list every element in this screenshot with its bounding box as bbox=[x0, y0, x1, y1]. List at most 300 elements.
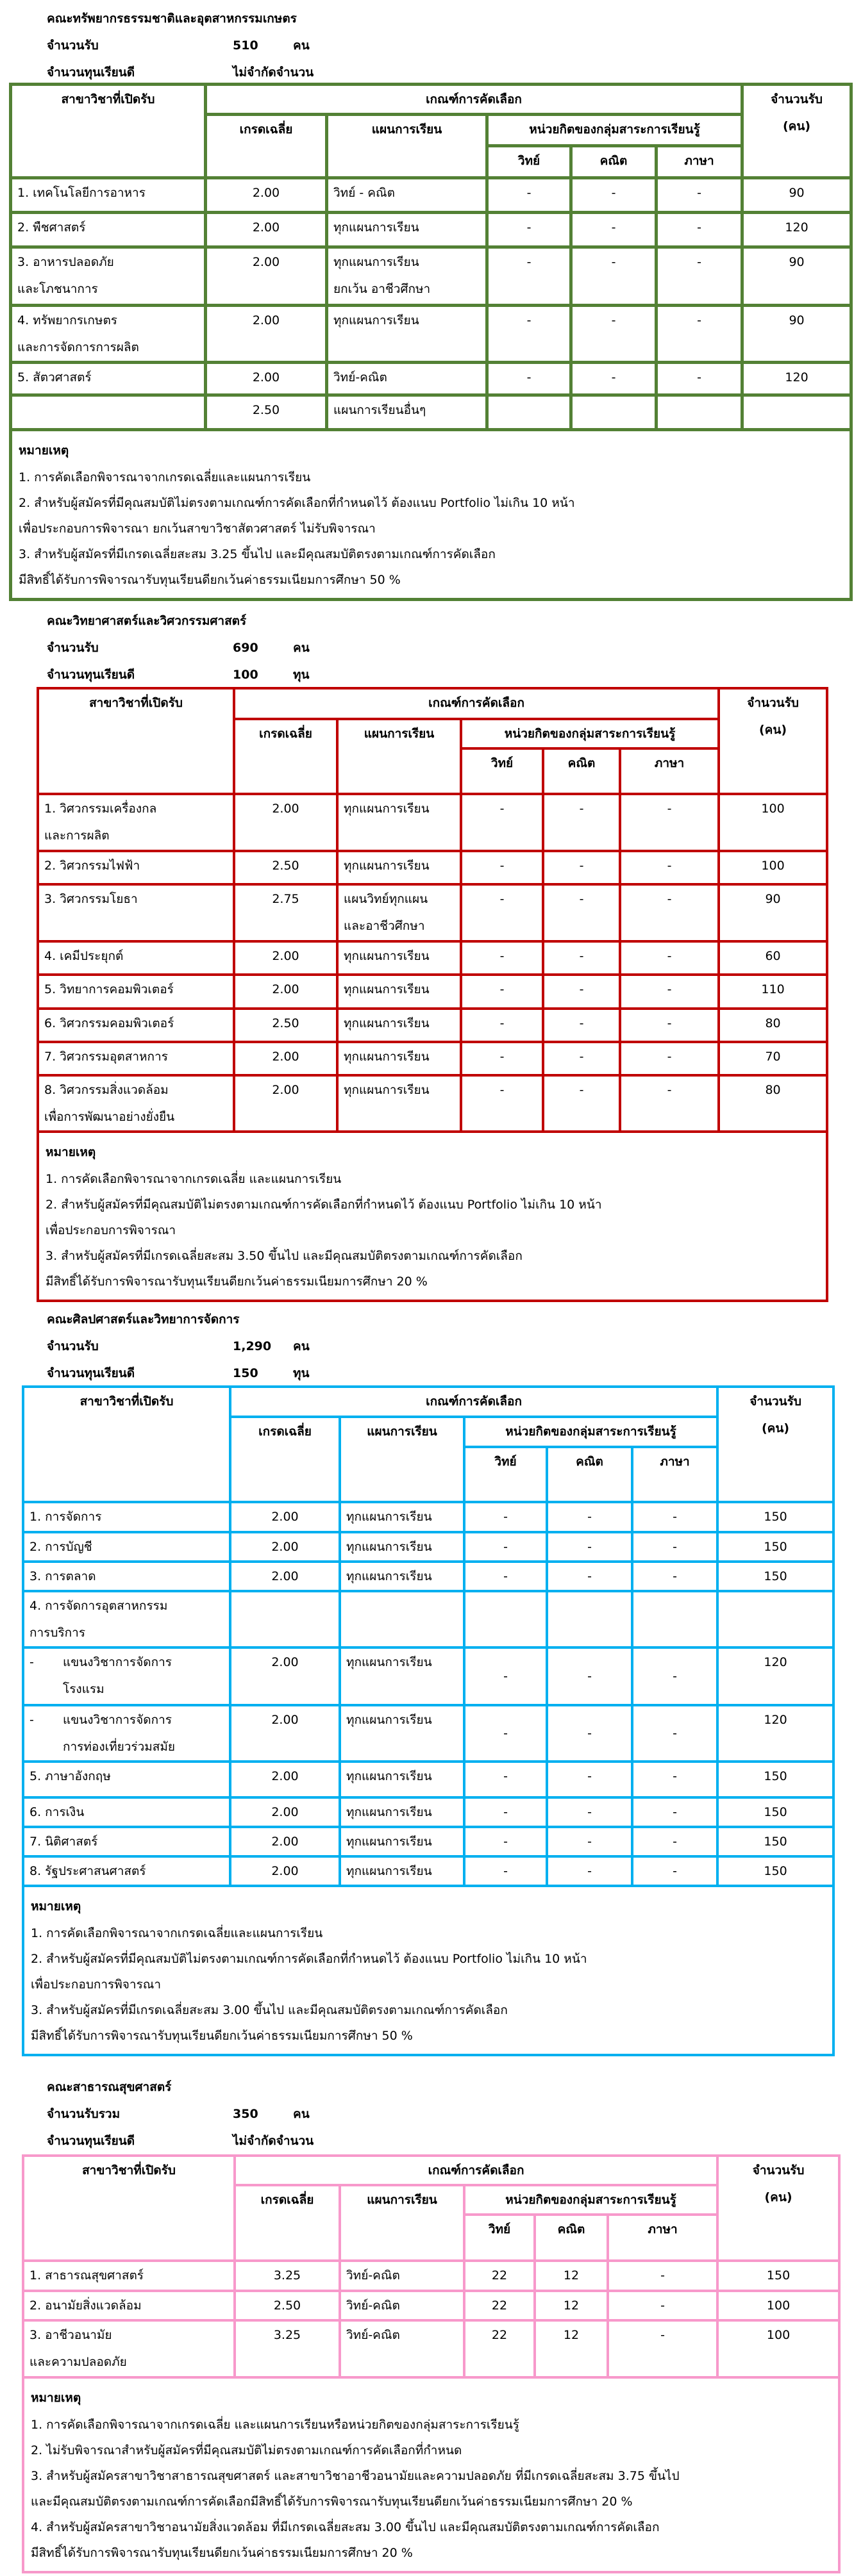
header-major: สาขาวิชาที่เปิดรับ bbox=[23, 1387, 230, 1502]
gpa-cell: 2.00 bbox=[230, 1762, 340, 1797]
sci-credits-cell: - bbox=[464, 1532, 547, 1562]
header-gpa: เกรดเฉลี่ย bbox=[206, 115, 327, 178]
note-line: มีสิทธิ์ได้รับการพิจารณารับทุนเรียนดียกเว้นค่าธรรมเนียมการศึกษา 20 % bbox=[31, 2546, 413, 2560]
plan-line: วิทย์-คณิต bbox=[346, 2299, 400, 2313]
quota-summary-label: จำนวนรับ bbox=[47, 1339, 99, 1353]
sci-credits-cell: - bbox=[487, 247, 571, 306]
major-name-line: 3. วิศวกรรมโยธา bbox=[44, 892, 138, 906]
major-name-line: เพื่อการพัฒนาอย่างยั่งยืน bbox=[44, 1110, 175, 1124]
major-name bbox=[23, 2261, 235, 2291]
plan-line: ทุกแผนการเรียน bbox=[346, 1835, 432, 1849]
lang-credits-cell: - bbox=[632, 1532, 717, 1562]
math-credits-cell: 12 bbox=[535, 2261, 608, 2291]
quota-cell: 150 bbox=[717, 1856, 833, 1886]
lang-credits-cell: - bbox=[608, 2261, 717, 2291]
faculty-title: คณะวิทยาศาสตร์และวิศวกรรมศาสตร์ bbox=[47, 614, 247, 628]
sci-credits-cell: - bbox=[461, 975, 543, 1009]
plan-cell bbox=[340, 1856, 464, 1886]
major-name-line: การบริการ bbox=[29, 1626, 86, 1640]
scholarship-summary-label: จำนวนทุนเรียนดี bbox=[47, 2134, 135, 2148]
quota-cell: 150 bbox=[717, 1762, 833, 1797]
lang-credits-cell: - bbox=[620, 1042, 719, 1075]
table-row bbox=[11, 395, 851, 430]
lang-credits-cell: - bbox=[620, 794, 719, 851]
quota-cell: 150 bbox=[717, 2261, 839, 2291]
major-name-line: และการจัดการการผลิต bbox=[17, 340, 139, 354]
lang-credits-cell: - bbox=[608, 2320, 717, 2377]
quota-cell: 100 bbox=[717, 2291, 839, 2320]
major-name-line: และการผลิต bbox=[44, 829, 110, 843]
header-plan: แผนการเรียน bbox=[340, 2185, 464, 2261]
plan-cell bbox=[340, 1762, 464, 1797]
header-quota-unit: (คน) bbox=[762, 1421, 790, 1435]
note-line: 1. การคัดเลือกพิจารณาจากเกรดเฉลี่ย และแผนการเรียน bbox=[46, 1172, 342, 1186]
faculty-header bbox=[47, 1306, 624, 1387]
quota-cell: 100 bbox=[719, 794, 827, 851]
gpa-cell: 2.50 bbox=[234, 1009, 337, 1042]
major-name bbox=[38, 1075, 234, 1132]
header-language: ภาษา bbox=[620, 748, 719, 794]
plan-cell bbox=[327, 363, 487, 395]
notes-heading: หมายเหตุ bbox=[19, 443, 69, 458]
sci-credits-cell: - bbox=[461, 1042, 543, 1075]
header-quota bbox=[717, 1387, 833, 1502]
gpa-cell: 2.00 bbox=[206, 178, 327, 213]
notes-heading: หมายเหตุ bbox=[46, 1145, 96, 1159]
gpa-cell: 2.00 bbox=[230, 1502, 340, 1532]
plan-line: ทุกแผนการเรียน bbox=[346, 1569, 432, 1583]
notes-row bbox=[23, 2377, 839, 2572]
sci-credits-cell: - bbox=[464, 1502, 547, 1532]
lang-credits-cell: - bbox=[657, 306, 742, 363]
faculty-header bbox=[47, 607, 624, 688]
major-name-line: 6. การเงิน bbox=[29, 1805, 85, 1819]
math-credits-cell: - bbox=[571, 247, 657, 306]
quota-cell: 120 bbox=[742, 363, 851, 395]
major-name-line: 1. การจัดการ bbox=[29, 1510, 102, 1524]
plan-cell bbox=[337, 1042, 461, 1075]
math-credits-cell bbox=[571, 395, 657, 430]
quota-cell: 120 bbox=[717, 1705, 833, 1762]
note-line: 2. สำหรับผู้สมัครที่มีคุณสมบัติไม่ตรงตามเกณฑ์การคัดเลือกที่กำหนดไว้ ต้องแนบ Portfolio ไม่เกิน 10 หน้า bbox=[19, 496, 575, 510]
notes-row bbox=[11, 430, 851, 600]
major-name bbox=[23, 1705, 230, 1762]
header-major: สาขาวิชาที่เปิดรับ bbox=[23, 2156, 235, 2261]
scholarship-summary-label: จำนวนทุนเรียนดี bbox=[47, 668, 135, 682]
header-plan: แผนการเรียน bbox=[327, 115, 487, 178]
math-credits-cell: 12 bbox=[535, 2291, 608, 2320]
lang-credits-cell bbox=[657, 395, 742, 430]
math-credits-cell: - bbox=[543, 884, 620, 941]
plan-cell bbox=[337, 851, 461, 884]
plan-cell bbox=[337, 1075, 461, 1132]
scholarship-summary-value: ไม่จำกัดจำนวน bbox=[233, 2134, 314, 2148]
gpa-cell: 2.00 bbox=[230, 1797, 340, 1827]
major-name bbox=[23, 2320, 235, 2377]
major-name-line: 3. การตลาด bbox=[29, 1569, 96, 1583]
table-row bbox=[23, 1532, 833, 1562]
table-row bbox=[11, 363, 851, 395]
major-name-line: และความปลอดภัย bbox=[29, 2355, 127, 2369]
plan-cell bbox=[340, 1647, 464, 1705]
plan-line: ทุกแผนการเรียน bbox=[346, 1510, 432, 1524]
math-credits-cell: - bbox=[547, 1502, 632, 1532]
quota-cell: 150 bbox=[717, 1827, 833, 1856]
math-credits-cell: - bbox=[543, 1042, 620, 1075]
major-name-line: แขนงวิชาการจัดการ bbox=[63, 1713, 172, 1727]
notes-row bbox=[38, 1132, 827, 1301]
lang-credits-cell: - bbox=[608, 2291, 717, 2320]
plan-cell bbox=[340, 1502, 464, 1532]
notes-cell bbox=[38, 1132, 827, 1301]
quota-cell: 90 bbox=[719, 884, 827, 941]
major-name bbox=[38, 1009, 234, 1042]
major-name bbox=[23, 1827, 230, 1856]
header-math: คณิต bbox=[543, 748, 620, 794]
table-row bbox=[23, 2261, 839, 2291]
major-name bbox=[23, 1562, 230, 1591]
major-name-line: 1. วิศวกรรมเครื่องกล bbox=[44, 802, 157, 816]
table-row bbox=[38, 884, 827, 941]
quota-cell: 100 bbox=[717, 2320, 839, 2377]
scholarship-summary-label: จำนวนทุนเรียนดี bbox=[47, 1366, 135, 1380]
major-name bbox=[38, 941, 234, 975]
plan-cell bbox=[337, 1009, 461, 1042]
sci-credits-cell: 22 bbox=[464, 2320, 535, 2377]
plan-cell bbox=[337, 884, 461, 941]
header-quota bbox=[717, 2156, 839, 2261]
major-name-line: การท่องเที่ยวร่วมสมัย bbox=[63, 1740, 176, 1754]
gpa-cell: 2.75 bbox=[234, 884, 337, 941]
math-credits-cell: - bbox=[571, 213, 657, 247]
quota-summary-unit: คน bbox=[293, 641, 310, 655]
math-credits-cell: 12 bbox=[535, 2320, 608, 2377]
scholarship-summary bbox=[47, 661, 624, 688]
major-name-line: 2. วิศวกรรมไฟฟ้า bbox=[44, 859, 140, 873]
major-name bbox=[11, 247, 206, 306]
math-credits-cell: - bbox=[543, 975, 620, 1009]
major-name-line: 2. การบัญชี bbox=[29, 1540, 92, 1554]
math-credits-cell: - bbox=[543, 1009, 620, 1042]
lang-credits-cell: - bbox=[657, 363, 742, 395]
gpa-cell: 2.00 bbox=[206, 213, 327, 247]
note-line: 2. ไม่รับพิจารณาสำหรับผู้สมัครที่มีคุณสมบัติไม่ตรงตามเกณฑ์การคัดเลือกที่กำหนด bbox=[31, 2443, 462, 2457]
table-row bbox=[23, 1647, 833, 1705]
major-name-line: 4. ทรัพยากรเกษตร bbox=[17, 313, 117, 327]
major-name bbox=[23, 1591, 230, 1647]
plan-cell bbox=[340, 2320, 464, 2377]
quota-cell: 90 bbox=[742, 247, 851, 306]
table-row bbox=[38, 851, 827, 884]
note-line: เพื่อประกอบการพิจารณา bbox=[46, 1223, 176, 1237]
math-credits-cell: - bbox=[547, 1705, 632, 1762]
gpa-cell: 3.25 bbox=[235, 2261, 340, 2291]
major-name bbox=[23, 1856, 230, 1886]
header-credits: หน่วยกิตของกลุ่มสาระการเรียนรู้ bbox=[487, 115, 742, 146]
header-gpa: เกรดเฉลี่ย bbox=[235, 2185, 340, 2261]
header-math: คณิต bbox=[571, 146, 657, 178]
math-credits-cell: - bbox=[547, 1762, 632, 1797]
faculty-title: คณะศิลปศาสตร์และวิทยาการจัดการ bbox=[47, 1312, 240, 1326]
header-credits: หน่วยกิตของกลุ่มสาระการเรียนรู้ bbox=[464, 1417, 717, 1447]
quota-cell: 120 bbox=[717, 1647, 833, 1705]
header-major: สาขาวิชาที่เปิดรับ bbox=[38, 688, 234, 794]
sci-credits-cell: - bbox=[464, 1647, 547, 1705]
plan-line: และอาชีวศึกษา bbox=[344, 919, 425, 933]
note-line: 3. สำหรับผู้สมัครที่มีเกรดเฉลี่ยสะสม 3.50 ขึ้นไป และมีคุณสมบัติตรงตามเกณฑ์การคัดเลือก bbox=[46, 1249, 523, 1263]
sci-credits-cell: - bbox=[487, 213, 571, 247]
header-major: สาขาวิชาที่เปิดรับ bbox=[11, 85, 206, 178]
sci-credits-cell: - bbox=[461, 941, 543, 975]
notes-heading: หมายเหตุ bbox=[31, 2391, 81, 2405]
table-row bbox=[11, 178, 851, 213]
header-row bbox=[23, 1387, 833, 1417]
sci-credits-cell: - bbox=[487, 306, 571, 363]
sci-credits-cell: - bbox=[461, 1009, 543, 1042]
table-row bbox=[38, 975, 827, 1009]
major-name-line: 4. เคมีประยุกต์ bbox=[44, 949, 124, 963]
header-quota-label: จำนวนรับ bbox=[747, 696, 799, 710]
plan-cell bbox=[340, 2291, 464, 2320]
lang-credits-cell: - bbox=[620, 851, 719, 884]
notes-cell bbox=[23, 1886, 833, 2055]
admission-table bbox=[9, 83, 853, 601]
math-credits-cell: - bbox=[543, 794, 620, 851]
lang-credits-cell: - bbox=[657, 247, 742, 306]
plan-line: ทุกแผนการเรียน bbox=[346, 1655, 432, 1669]
major-name-line: แขนงวิชาการจัดการ bbox=[63, 1655, 172, 1669]
plan-line: วิทย์-คณิต bbox=[333, 370, 387, 384]
plan-line: ทุกแผนการเรียน bbox=[333, 255, 419, 269]
lang-credits-cell: - bbox=[632, 1705, 717, 1762]
table-row bbox=[38, 941, 827, 975]
sci-credits-cell: - bbox=[464, 1562, 547, 1591]
plan-cell bbox=[337, 941, 461, 975]
math-credits-cell: - bbox=[571, 306, 657, 363]
notes-cell bbox=[11, 430, 851, 600]
header-criteria: เกณฑ์การคัดเลือก bbox=[206, 85, 742, 115]
quota-summary-value: 510 bbox=[233, 38, 258, 53]
plan-line: วิทย์-คณิต bbox=[346, 2328, 400, 2342]
plan-line: ทุกแผนการเรียน bbox=[346, 1864, 432, 1878]
plan-cell bbox=[327, 395, 487, 430]
gpa-cell: 3.25 bbox=[235, 2320, 340, 2377]
header-gpa: เกรดเฉลี่ย bbox=[234, 719, 337, 794]
plan-line: ทุกแผนการเรียน bbox=[344, 1016, 430, 1030]
header-language: ภาษา bbox=[632, 1447, 717, 1502]
gpa-cell: 2.00 bbox=[234, 794, 337, 851]
header-plan: แผนการเรียน bbox=[340, 1417, 464, 1502]
note-line: มีสิทธิ์ได้รับการพิจารณารับทุนเรียนดียกเว้นค่าธรรมเนียมการศึกษา 20 % bbox=[46, 1275, 428, 1289]
scholarship-summary-label: จำนวนทุนเรียนดี bbox=[47, 65, 135, 79]
plan-cell bbox=[327, 213, 487, 247]
header-math: คณิต bbox=[547, 1447, 632, 1502]
plan-line: วิทย์-คณิต bbox=[346, 2268, 400, 2283]
plan-line: ทุกแผนการเรียน bbox=[346, 1805, 432, 1819]
lang-credits-cell: - bbox=[632, 1827, 717, 1856]
major-name bbox=[38, 794, 234, 851]
notes-row bbox=[23, 1886, 833, 2055]
sci-credits-cell: - bbox=[461, 794, 543, 851]
major-name-line: 3. อาหารปลอดภัย bbox=[17, 255, 114, 269]
plan-line: ทุกแผนการเรียน bbox=[333, 313, 419, 327]
table-row bbox=[23, 1797, 833, 1827]
table-row bbox=[23, 1562, 833, 1591]
header-quota bbox=[742, 85, 851, 178]
major-name-line: โรงแรม bbox=[63, 1682, 105, 1696]
math-credits-cell: - bbox=[547, 1797, 632, 1827]
sci-credits-cell: - bbox=[464, 1797, 547, 1827]
table-row bbox=[11, 247, 851, 306]
scholarship-summary-unit: ทุน bbox=[293, 668, 310, 682]
sci-credits-cell: - bbox=[461, 851, 543, 884]
lang-credits-cell: - bbox=[632, 1797, 717, 1827]
major-name bbox=[38, 851, 234, 884]
major-name-line: 5. ภาษาอังกฤษ bbox=[29, 1769, 111, 1783]
note-line: 4. สำหรับผู้สมัครสาขาวิชาอนามัยสิ่งแวดล้อม ที่มีเกรดเฉลี่ยสะสม 3.00 ขึ้นไป และมีคุณสมบัติตรงตามเกณฑ์การคัดเลือก bbox=[31, 2520, 660, 2534]
scholarship-summary bbox=[47, 1360, 624, 1387]
major-name bbox=[38, 1042, 234, 1075]
scholarship-summary-value: 100 bbox=[233, 668, 258, 682]
plan-cell bbox=[340, 1562, 464, 1591]
plan-line: วิทย์ - คณิต bbox=[333, 186, 395, 200]
plan-cell bbox=[340, 1827, 464, 1856]
admission-table bbox=[37, 687, 828, 1302]
plan-line: ทุกแผนการเรียน bbox=[344, 1083, 430, 1097]
admission-table bbox=[22, 1385, 835, 2056]
header-credits: หน่วยกิตของกลุ่มสาระการเรียนรู้ bbox=[464, 2185, 717, 2215]
plan-line: ยกเว้น อาชีวศึกษา bbox=[333, 282, 431, 296]
header-science: วิทย์ bbox=[464, 2215, 535, 2261]
gpa-cell: 2.50 bbox=[234, 851, 337, 884]
major-name bbox=[38, 884, 234, 941]
lang-credits-cell: - bbox=[632, 1562, 717, 1591]
note-line: 3. สำหรับผู้สมัครสาขาวิชาสาธารณสุขศาสตร์ และสาขาวิชาอาชีวอนามัยและความปลอดภัย ที่มีเกรดเฉลี่ยสะสม 3.75 ขึ้นไป bbox=[31, 2469, 680, 2483]
note-line: 1. การคัดเลือกพิจารณาจากเกรดเฉลี่ยและแผนการเรียน bbox=[31, 1926, 323, 1940]
plan-cell bbox=[340, 1797, 464, 1827]
header-plan: แผนการเรียน bbox=[337, 719, 461, 794]
header-language: ภาษา bbox=[657, 146, 742, 178]
header-gpa: เกรดเฉลี่ย bbox=[230, 1417, 340, 1502]
sci-credits-cell: - bbox=[464, 1827, 547, 1856]
lang-credits-cell: - bbox=[657, 213, 742, 247]
gpa-cell: 2.00 bbox=[230, 1856, 340, 1886]
gpa-cell: 2.00 bbox=[230, 1705, 340, 1762]
major-name-line: 7. วิศวกรรมอุตสาหการ bbox=[44, 1050, 168, 1064]
major-name bbox=[23, 1647, 230, 1705]
major-name bbox=[38, 975, 234, 1009]
quota-cell: 60 bbox=[719, 941, 827, 975]
scholarship-summary bbox=[47, 59, 624, 86]
major-name bbox=[23, 1762, 230, 1797]
quota-cell: 80 bbox=[719, 1075, 827, 1132]
math-credits-cell: - bbox=[543, 941, 620, 975]
note-line: 1. การคัดเลือกพิจารณาจากเกรดเฉลี่ยและแผนการเรียน bbox=[19, 470, 311, 484]
quota-cell: 110 bbox=[719, 975, 827, 1009]
lang-credits-cell: - bbox=[620, 1009, 719, 1042]
note-line: เพื่อประกอบการพิจารณา ยกเว้นสาขาวิชาสัตวศาสตร์ ไม่รับพิจารณา bbox=[19, 522, 376, 536]
sci-credits-cell: - bbox=[464, 1762, 547, 1797]
notes-heading: หมายเหตุ bbox=[31, 1899, 81, 1913]
quota-cell: 90 bbox=[742, 306, 851, 363]
sci-credits-cell: - bbox=[487, 363, 571, 395]
math-credits-cell: - bbox=[547, 1532, 632, 1562]
note-line: 3. สำหรับผู้สมัครที่มีเกรดเฉลี่ยสะสม 3.25 ขึ้นไป และมีคุณสมบัติตรงตามเกณฑ์การคัดเลือก bbox=[19, 547, 496, 561]
plan-cell bbox=[327, 178, 487, 213]
header-science: วิทย์ bbox=[461, 748, 543, 794]
major-name bbox=[11, 178, 206, 213]
sci-credits-cell: - bbox=[464, 1856, 547, 1886]
header-credits: หน่วยกิตของกลุ่มสาระการเรียนรู้ bbox=[461, 719, 719, 748]
major-name-line: 1. สาธารณสุขศาสตร์ bbox=[29, 2268, 144, 2283]
gpa-cell: 2.00 bbox=[230, 1532, 340, 1562]
scholarship-summary-value: ไม่จำกัดจำนวน bbox=[233, 65, 314, 79]
plan-cell bbox=[337, 794, 461, 851]
plan-line: ทุกแผนการเรียน bbox=[333, 220, 419, 235]
note-line: มีสิทธิ์ได้รับการพิจารณารับทุนเรียนดียกเว้นค่าธรรมเนียมการศึกษา 50 % bbox=[31, 2029, 413, 2043]
table-row bbox=[11, 306, 851, 363]
header-criteria: เกณฑ์การคัดเลือก bbox=[230, 1387, 717, 1417]
major-name-line: 3. อาชีวอนามัย bbox=[29, 2328, 112, 2342]
lang-credits-cell: - bbox=[632, 1502, 717, 1532]
table-row bbox=[38, 1009, 827, 1042]
sub-major bbox=[24, 1706, 224, 1760]
header-math: คณิต bbox=[535, 2215, 608, 2261]
math-credits-cell: - bbox=[547, 1647, 632, 1705]
header-criteria: เกณฑ์การคัดเลือก bbox=[235, 2156, 717, 2185]
table-row bbox=[38, 1075, 827, 1132]
note-line: และมีคุณสมบัติตรงตามเกณฑ์การคัดเลือกมีสิทธิ์ได้รับการพิจารณารับทุนเรียนดียกเว้นค่าธรรมเนียมการศึกษา 20 % bbox=[31, 2495, 633, 2509]
major-name bbox=[23, 2291, 235, 2320]
note-line: 1. การคัดเลือกพิจารณาจากเกรดเฉลี่ย และแผนการเรียนหรือหน่วยกิตของกลุ่มสาระการเรียนรู้ bbox=[31, 2418, 519, 2432]
header-science: วิทย์ bbox=[487, 146, 571, 178]
table-row bbox=[38, 794, 827, 851]
lang-credits-cell: - bbox=[632, 1647, 717, 1705]
note-line: มีสิทธิ์ได้รับการพิจารณารับทุนเรียนดียกเว้นค่าธรรมเนียมการศึกษา 50 % bbox=[19, 573, 401, 587]
quota-summary-value: 1,290 bbox=[233, 1339, 272, 1353]
sci-credits-cell: 22 bbox=[464, 2261, 535, 2291]
header-row bbox=[23, 2156, 839, 2185]
header-criteria: เกณฑ์การคัดเลือก bbox=[234, 688, 719, 719]
plan-cell bbox=[340, 1532, 464, 1562]
quota-summary-value: 690 bbox=[233, 641, 258, 655]
major-name bbox=[23, 1532, 230, 1562]
plan-line: ทุกแผนการเรียน bbox=[344, 982, 430, 996]
plan-cell bbox=[327, 247, 487, 306]
gpa-cell: 2.00 bbox=[234, 1075, 337, 1132]
gpa-cell: 2.00 bbox=[230, 1647, 340, 1705]
quota-cell: 150 bbox=[717, 1502, 833, 1532]
header-row bbox=[38, 688, 827, 719]
math-credits-cell: - bbox=[543, 1075, 620, 1132]
lang-credits-cell bbox=[632, 1591, 717, 1647]
quota-summary bbox=[47, 634, 624, 661]
quota-cell bbox=[742, 395, 851, 430]
note-line: เพื่อประกอบการพิจารณา bbox=[31, 1977, 162, 1992]
lang-credits-cell: - bbox=[620, 884, 719, 941]
quota-summary-label: จำนวนรับรวม bbox=[47, 2107, 121, 2121]
major-name-line: 8. รัฐประศาสนศาสตร์ bbox=[29, 1864, 146, 1878]
major-name-line: และโภชนาการ bbox=[17, 282, 98, 296]
faculty-title: คณะทรัพยากรธรรมชาติและอุตสาหกรรมเกษตร bbox=[47, 12, 297, 26]
table-row bbox=[23, 1502, 833, 1532]
lang-credits-cell: - bbox=[657, 178, 742, 213]
gpa-cell: 2.00 bbox=[234, 1042, 337, 1075]
major-name bbox=[11, 306, 206, 363]
header-quota bbox=[719, 688, 827, 794]
quota-summary-label: จำนวนรับ bbox=[47, 38, 99, 53]
gpa-cell: 2.50 bbox=[235, 2291, 340, 2320]
